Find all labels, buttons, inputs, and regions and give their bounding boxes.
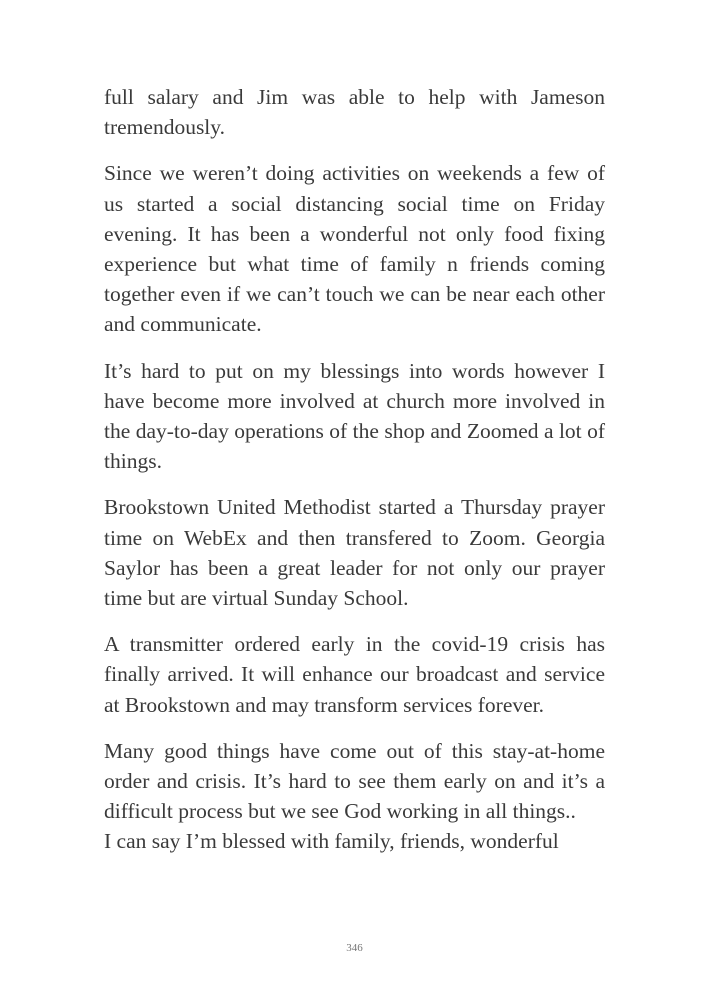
page-number: 346 [346,942,363,954]
paragraph-7: I can say I’m blessed with family, friends, wonderful [104,829,559,854]
paragraph-6: Many good things have come out of this stay-at-home order and crisis. It’s hard to see them early on and it’s a difficult process but we see God working in all things.. [104,738,605,824]
paragraph-1: full salary and Jim was able to help with Jameson tremendously. [104,85,605,140]
paragraph-2: Since we weren’t doing activities on weekends a few of us started a social distancing social time on Friday evening. It has been a wonderful not only food fixing experience but what time of family n friends coming together even if we can’t touch we can be near each other and communicate. [104,161,605,337]
paragraph-4: Brookstown United Methodist started a Thursday prayer time on WebEx and then transfered to Zoom. Georgia Saylor has been a great leader for not only our prayer time but are virtual Sunday School. [104,495,605,611]
paragraph-3: It’s hard to put on my blessings into words however I have become more involved at church more involved in the day-to-day operations of the shop and Zoomed a lot of things. [104,358,605,474]
paragraph-5: A transmitter ordered early in the covid-19 crisis has finally arrived. It will enhance our broadcast and service at Brookstown and may transform services forever. [104,632,605,717]
body-text [104,82,605,857]
